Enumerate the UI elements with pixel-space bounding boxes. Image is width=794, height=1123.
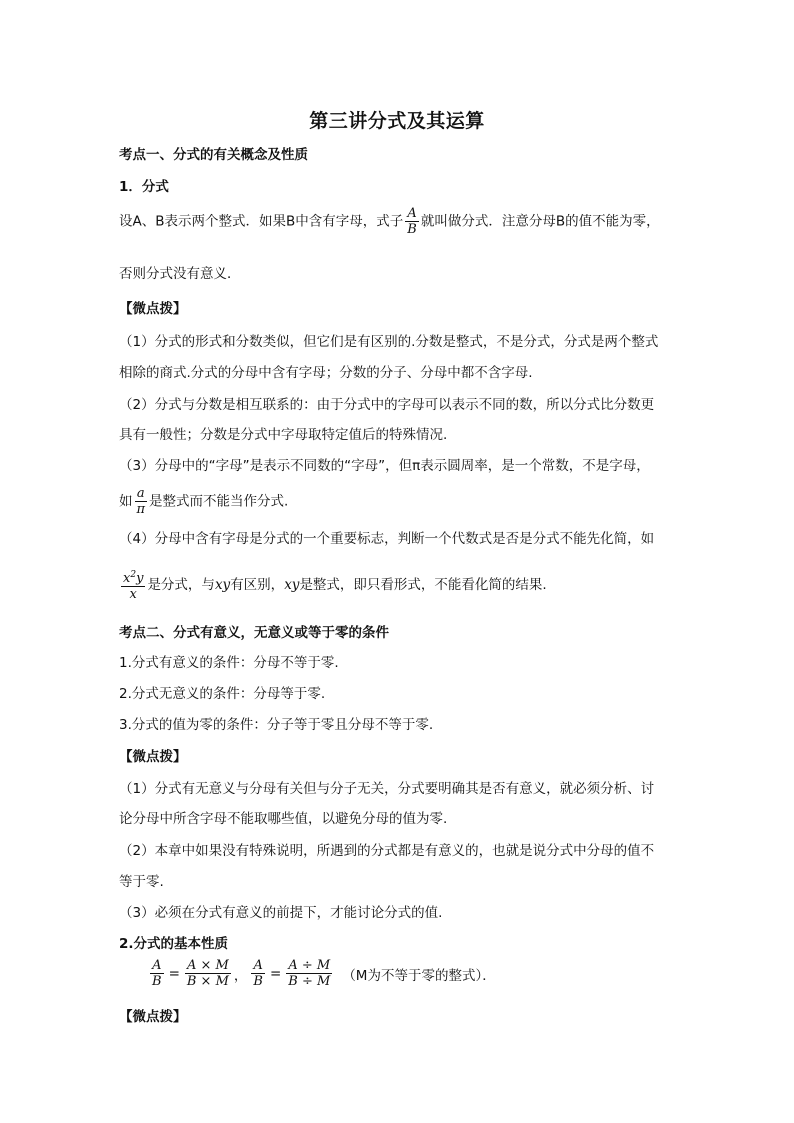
section-heading-1: 考点一、分式的有关概念及性质 [119,147,308,163]
fraction-a-over-b: $\frac{A}{B}$ [253,958,263,989]
equals-sign: = [269,965,282,982]
point-4-text-1: 是分式，与 [147,577,215,593]
point-3-suffix: 是整式而不能当作分式. [149,493,289,510]
fraction-a-over-b: $\frac{A}{B}$ [407,206,417,237]
tip-2-1-line-2: 论分母中所含字母不能取哪些值，以避免分母的值为零. [119,811,448,827]
definition-text-post: 就叫做分式．注意分母B的值不能为零， [420,213,660,230]
point-2-line-2: 具有一般性；分数是分式中字母取特定值后的特殊情况. [119,427,448,443]
definition-line [119,206,679,237]
condition-2: 2.分式无意义的条件：分母等于零. [119,686,326,702]
condition-3: 3.分式的值为零的条件：分子等于零且分母不等于零. [119,717,434,733]
definition-line-2: 否则分式没有意义． [119,266,241,282]
page-title: 第三讲分式及其运算 [309,110,485,132]
tip-label-3: 【微点拨】 [119,1009,187,1025]
condition-1: 1.分式有意义的条件：分母不等于零. [119,655,339,671]
equals-sign: = [168,965,180,982]
tip-2-1-line-1: （1）分式有无意义与分母有关但与分子无关，分式要明确其是否有意义，就必须分析、讨 [119,781,655,797]
point-1-line-1: （1）分式的形式和分数类似，但它们是有区别的.分数是整式，不是分式，分式是两个整式 [119,334,659,350]
definition-text-pre: 设A、B表示两个整式．如果B中含有字母，式子 [119,213,404,230]
tip-label-1: 【微点拨】 [119,301,187,317]
fraction-a-over-b: $\frac{A}{B}$ [152,958,162,989]
fraction-a-over-pi: $\frac{a}{\pi}$ [136,486,146,517]
point-2-line-1: （2）分式与分数是相互联系的：由于分式中的字母可以表示不同的数，所以分式比分数更 [119,397,655,413]
math-xy: xy [284,577,300,593]
point-3-line-2 [119,486,679,517]
separator: ， [233,967,248,984]
math-xy: xy [214,577,231,593]
point-1-line-2: 相除的商式.分式的分母中含有字母；分数的分子、分母中都不含字母. [119,365,533,381]
tip-2-2-line-1: （2）本章中如果没有特殊说明，所遇到的分式都是有意义的，也就是说分式中分母的值不 [119,843,655,859]
formula-note: （M为不等于零的整式）． [342,967,496,984]
point-4-line-2 [119,568,679,602]
section-heading-3: 2.分式的基本性质 [119,936,229,952]
point-4-text-2: 有区别， [230,577,285,593]
fraction-x2y-over-x: $\frac{x^2y}{x}$ [123,570,144,602]
fraction-a-div-m-over-b-div-m: $\frac{A \div M}{B \div M}$ [288,958,331,989]
point-3-prefix: 如 [119,493,133,510]
tip-2-3: （3）必须在分式有意义的前提下，才能讨论分式的值. [119,905,443,921]
tip-label-2: 【微点拨】 [119,749,187,765]
section-heading-2: 考点二、分式有意义，无意义或等于零的条件 [119,625,389,641]
point-3-line-1: （3）分母中的“字母”是表示不同数的“字母”，但π表示圆周率，是一个常数，不是字母， [119,458,650,474]
point-4-text-3: 是整式，即只看形式，不能看化简的结果. [299,577,547,593]
point-4-line-1: （4）分母中含有字母是分式的一个重要标志，判断一个代数式是否是分式不能先化简，如 [119,531,655,547]
subheading-fraction: 1．分式 [119,179,169,195]
basic-property-formula [148,958,496,989]
tip-2-2-line-2: 等于零. [119,874,164,890]
fraction-am-over-bm: $\frac{A \times M}{B \times M}$ [186,958,229,989]
